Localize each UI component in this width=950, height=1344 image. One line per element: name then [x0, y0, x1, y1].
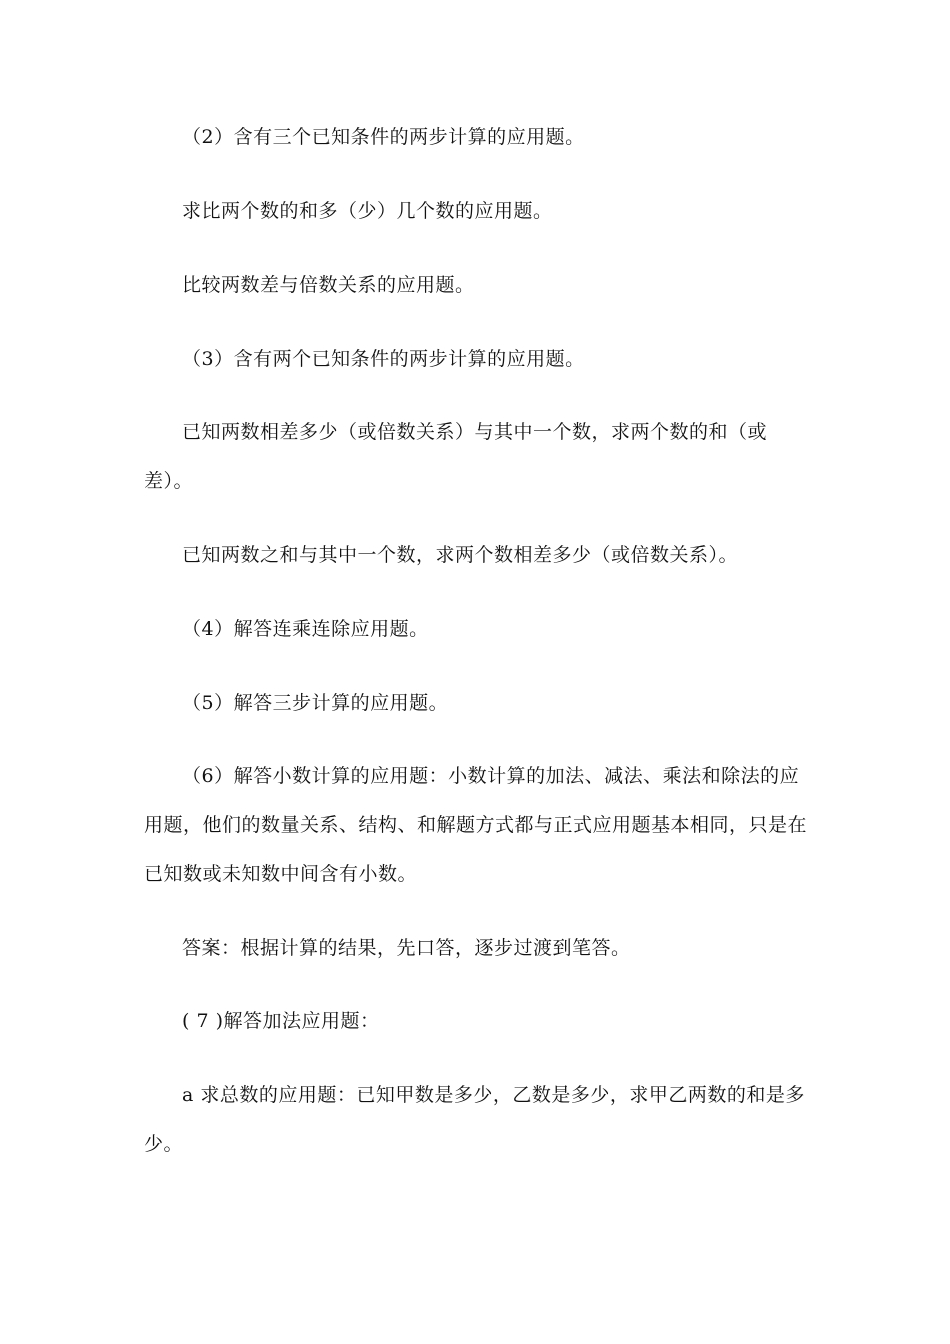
- paragraph-item-2-heading: （2）含有三个已知条件的两步计算的应用题。: [182, 126, 585, 148]
- paragraph-answer: 答案：根据计算的结果，先口答，逐步过渡到笔答。: [182, 937, 631, 959]
- paragraph-known-difference: 已知两数相差多少（或倍数关系）与其中一个数，求两个数的和（或差）。: [144, 421, 768, 492]
- paragraph-item-a-total: a 求总数的应用题：已知甲数是多少，乙数是多少，求甲乙两数的和是多少。: [144, 1084, 805, 1155]
- paragraph-sum-compare: 求比两个数的和多（少）几个数的应用题。: [182, 200, 553, 222]
- paragraph-item-7-heading: ( 7 )解答加法应用题：: [182, 1010, 380, 1032]
- paragraph-known-sum: 已知两数之和与其中一个数，求两个数相差多少（或倍数关系）。: [182, 544, 739, 566]
- paragraph-item-6-decimal: （6）解答小数计算的应用题：小数计算的加法、减法、乘法和除法的应用题，他们的数量关系、结构、和解题方式都与正式应用题基本相同，只是在已知数或未知数中间含有小数。: [144, 765, 808, 885]
- paragraph-item-5-heading: （5）解答三步计算的应用题。: [182, 692, 449, 714]
- paragraph-difference-multiple: 比较两数差与倍数关系的应用题。: [182, 274, 475, 296]
- paragraph-item-4-heading: （4）解答连乘连除应用题。: [182, 618, 429, 640]
- paragraph-item-3-heading: （3）含有两个已知条件的两步计算的应用题。: [182, 348, 585, 370]
